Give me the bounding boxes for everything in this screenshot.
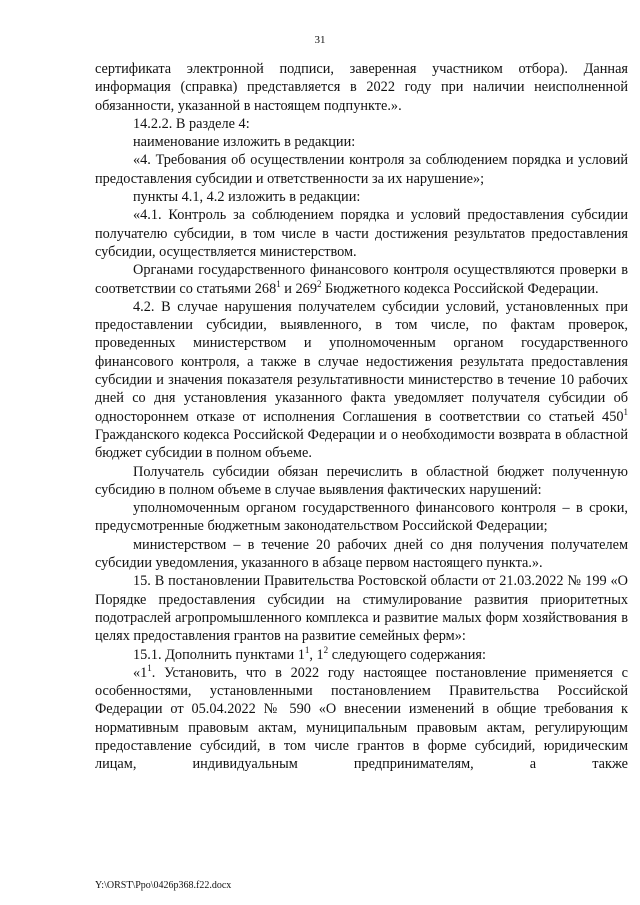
paragraph: 14.2.2. В разделе 4: xyxy=(133,115,250,132)
paragraph: наименование изложить в редакции: xyxy=(133,134,356,151)
paragraph-text: Бюджетного кодекса Российской Федерации. xyxy=(321,280,599,297)
paragraph-text: следующего содержания: xyxy=(328,646,486,663)
paragraph xyxy=(95,646,628,664)
paragraph-text: . Установить, что в 2022 году настоящее постановление применяется с особенностями, установленными постановлением Правительства Российской Федерации от 05.04.2022 № 590 «О внесении изменений в общие требования к нормативным правовым актам, муниципальным правовым актам, регулирующим предоставление субсидий, в том числе грантов в форме субсидий, юридическим лицам, индивидуальным предпринимателям, а также xyxy=(95,664,628,773)
superscript: 2 xyxy=(316,278,322,289)
paragraph: «4. Требования об осуществлении контроля за соблюдением порядка и условий предоставления субсидии и ответственности за их нарушение»; xyxy=(95,152,628,187)
paragraph-text: , 1 xyxy=(309,646,324,663)
paragraph-text: Гражданского кодекса Российской Федерации и о необходимости возврата в областной бюджет субсидии в полном объеме. xyxy=(95,426,628,462)
document-body xyxy=(95,60,628,774)
paragraph: «4.1. Контроль за соблюдением порядка и условий предоставления субсидии получателю субсидии, в том числе в части достижения результатов предоставления субсидии, осуществляется министерством. xyxy=(95,207,628,260)
paragraph: сертификата электронной подписи, заверенная участником отбора). Данная информация (справка) представляется в 2022 году при наличии неисполненной обязанности, указанной в настоящем подпункте.». xyxy=(95,61,628,114)
superscript: 1 xyxy=(304,644,310,655)
paragraph xyxy=(95,298,628,463)
file-path-footer: Y:\ORST\Ppo\0426p368.f22.docx xyxy=(95,880,232,891)
superscript: 1 xyxy=(147,663,152,674)
superscript: 2 xyxy=(323,644,329,655)
superscript: 1 xyxy=(623,406,628,417)
paragraph-text: и 269 xyxy=(280,280,317,297)
paragraph-text: 4.2. В случае нарушения получателем субсидии условий, установленных при предоставлении субсидии, выявленного, в том числе, по фактам проверок, проведенных министерством и уполномоченным органом государственного финансового контроля, а также в случае недостижения результата предоставления субсидии и значения показателя результативности министерство в течение 10 рабочих дней со дня установления указанного факта уведомляет получателя субсидии об одностороннем отказе от исполнения Соглашения в соответствии со статьей 450 xyxy=(95,298,628,425)
paragraph-text: 15.1. Дополнить пунктами 1 xyxy=(133,646,305,663)
paragraph: уполномоченным органом государственного финансового контроля – в сроки, предусмотренные бюджетным законодательством Российской Федерации; xyxy=(95,500,628,535)
superscript: 1 xyxy=(276,278,281,289)
paragraph xyxy=(95,664,628,774)
paragraph-text: Органами государственного финансового контроля осуществляются проверки в соответствии со статьями 268 xyxy=(95,262,628,297)
paragraph: Получатель субсидии обязан перечислить в областной бюджет полученную субсидию в полном объеме в случае выявления фактических нарушений: xyxy=(95,463,628,498)
paragraph-text: «1 xyxy=(133,664,148,681)
paragraph: министерством – в течение 20 рабочих дней со дня получения получателем субсидии уведомления, указанного в абзаце первом настоящего пункта.». xyxy=(95,536,628,572)
paragraph: пункты 4.1, 4.2 изложить в редакции: xyxy=(133,189,361,206)
paragraph xyxy=(95,261,628,298)
page-number: 31 xyxy=(314,34,326,46)
paragraph: 15. В постановлении Правительства Ростовской области от 21.03.2022 № 199 «О Порядке предоставления субсидии на стимулирование развития приоритетных подотраслей агропромышленного комплекса и развитие малых форм хозяйствования в целях предоставления грантов на развитие семейных ферм»: xyxy=(95,573,628,645)
